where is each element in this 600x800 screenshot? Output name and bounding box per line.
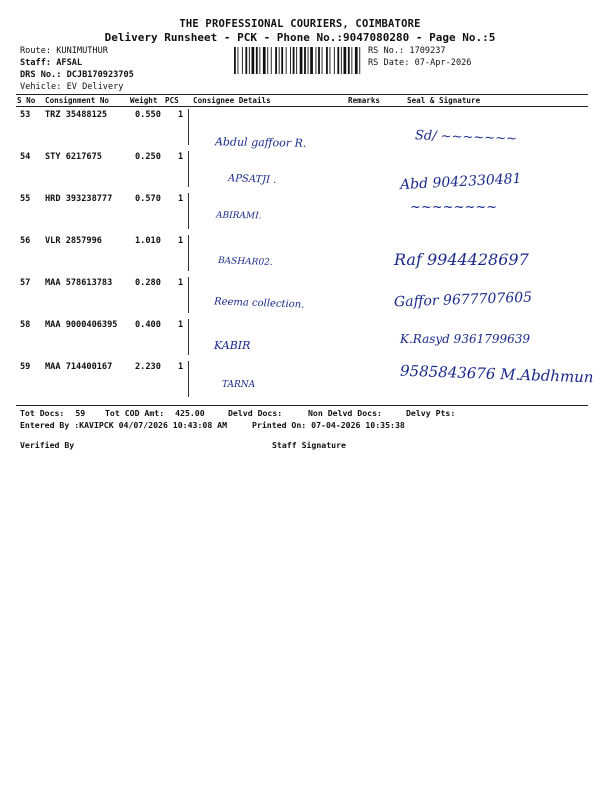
row-weight: 0.250 — [135, 152, 161, 162]
row-weight: 0.280 — [135, 278, 161, 288]
barcode-bar — [252, 47, 255, 74]
row-sno: 56 — [20, 236, 31, 246]
row-pcs: 1 — [178, 320, 184, 330]
barcode-bar — [290, 47, 291, 74]
barcode-bar — [359, 47, 360, 74]
barcode-bar — [304, 47, 306, 74]
row-pcs: 1 — [178, 278, 184, 288]
runsheet-subtitle: Delivery Runsheet - PCK - Phone No.:9047080280 - Page No.:5 — [104, 31, 496, 44]
header-rule-top — [16, 94, 588, 95]
row-separator — [188, 361, 189, 397]
drs-number: DRS No.: DCJB170923705 — [20, 70, 134, 80]
row-consignee-handwritten: Reema collection. — [213, 296, 305, 311]
tot-docs — [20, 408, 85, 418]
barcode-bar — [293, 47, 295, 74]
row-weight: 2.230 — [135, 362, 161, 372]
rs-date: RS Date: 07-Apr-2026 — [368, 58, 472, 68]
barcode-bar — [344, 47, 347, 74]
footer-rule — [16, 405, 588, 406]
barcode-bar — [348, 47, 350, 74]
row-weight: 0.570 — [135, 194, 161, 204]
row-separator — [188, 235, 189, 271]
barcode-bar — [326, 47, 328, 74]
col-remarks: Remarks — [348, 96, 381, 105]
barcode-bar — [259, 47, 260, 74]
barcode-bar — [242, 47, 243, 74]
barcode-bar — [310, 47, 313, 74]
col-weight: Weight — [130, 96, 158, 105]
header-rule-bottom — [16, 106, 588, 107]
delvy-pts: Delvy Pts: — [406, 408, 456, 418]
row-signature-handwritten: Gaffor 9677707605 — [393, 289, 533, 311]
row-signature-handwritten: ~~~~~~~~ — [410, 200, 498, 215]
verified-by: Verified By — [20, 440, 75, 450]
barcode-bar — [330, 47, 331, 74]
row-sno: 53 — [20, 110, 31, 120]
row-consignee-handwritten: BASHAR02. — [217, 256, 273, 268]
barcode-bar — [263, 47, 266, 74]
row-weight: 0.550 — [135, 110, 161, 120]
barcode-bar — [256, 47, 258, 74]
barcode-bar — [234, 47, 236, 74]
tot-cod-label: Tot COD Amt: — [105, 408, 165, 418]
non-delvd-docs: Non Delvd Docs: — [308, 408, 382, 418]
row-separator — [188, 193, 189, 229]
barcode-bar — [267, 47, 268, 74]
printed-on: Printed On: 07-04-2026 10:35:38 — [252, 420, 405, 430]
barcode-bar — [316, 47, 317, 74]
barcode-bar — [271, 47, 272, 74]
col-consignee: Consignee Details — [193, 96, 271, 105]
row-sno: 59 — [20, 362, 31, 372]
row-consignee-handwritten: Abdul gaffoor R. — [214, 135, 307, 150]
barcode-bar — [300, 47, 303, 74]
row-consignee-handwritten: ABIRAMI. — [215, 210, 262, 222]
route-label: Route: KUNIMUTHUR — [20, 46, 108, 56]
barcode-bar — [337, 47, 339, 74]
tot-docs-label: Tot Docs: — [20, 408, 65, 418]
row-signature-handwritten: Sd/ ~~~~~~~ — [414, 128, 518, 147]
tot-docs-value: 59 — [75, 408, 86, 418]
staff-label: Staff: AFSAL — [20, 58, 83, 68]
barcode-bar — [279, 47, 280, 74]
rs-number: RS No.: 1709237 — [368, 46, 446, 56]
row-consignee-handwritten: TARNA — [222, 380, 256, 390]
row-consignment-no: TRZ 35488125 — [45, 110, 108, 120]
row-consignee-handwritten: APSATJI . — [227, 173, 277, 186]
row-pcs: 1 — [178, 362, 184, 372]
delvd-docs: Delvd Docs: — [228, 408, 283, 418]
barcode-bar — [351, 47, 352, 74]
row-signature-handwritten: K.Rasyd 9361799639 — [400, 332, 531, 346]
barcode-bar — [281, 47, 283, 74]
row-pcs: 1 — [178, 110, 184, 120]
row-consignment-no: MAA 578613783 — [45, 278, 113, 288]
barcode-image — [234, 47, 362, 74]
col-consignment: Consignment No — [45, 96, 110, 105]
col-sno: S No — [17, 96, 36, 105]
row-signature-handwritten: 9585843676 M.Abdhmun — [399, 361, 594, 387]
row-pcs: 1 — [178, 152, 184, 162]
row-signature-handwritten: Raf 9944428697 — [394, 250, 529, 269]
staff-signature: Staff Signature — [272, 440, 346, 450]
col-seal-signature: Seal & Signature — [407, 96, 481, 105]
col-pcs: PCS — [165, 96, 179, 105]
row-pcs: 1 — [178, 194, 184, 204]
company-title: THE PROFESSIONAL COURIERS, COIMBATORE — [179, 18, 421, 30]
barcode-bar — [296, 47, 297, 74]
row-weight: 0.400 — [135, 320, 161, 330]
barcode-bar — [308, 47, 309, 74]
row-separator — [188, 319, 189, 355]
barcode-bar — [318, 47, 320, 74]
row-consignment-no: MAA 9000406395 — [45, 320, 118, 330]
row-sno: 58 — [20, 320, 31, 330]
row-separator — [188, 109, 189, 145]
barcode-bar — [355, 47, 358, 74]
barcode-bar — [275, 47, 277, 74]
row-signature-handwritten: Abd 9042330481 — [399, 170, 522, 194]
tot-cod — [105, 408, 205, 418]
row-consignment-no: HRD 393238777 — [45, 194, 113, 204]
row-sno: 57 — [20, 278, 31, 288]
row-separator — [188, 151, 189, 187]
row-consignment-no: STY 6217675 — [45, 152, 102, 162]
row-consignment-no: MAA 714400167 — [45, 362, 113, 372]
row-pcs: 1 — [178, 236, 184, 246]
tot-cod-value: 425.00 — [175, 408, 205, 418]
barcode-bar — [286, 47, 287, 74]
barcode-bar — [238, 47, 239, 74]
row-sno: 55 — [20, 194, 31, 204]
row-weight: 1.010 — [135, 236, 161, 246]
barcode-bar — [249, 47, 250, 74]
barcode-bar — [334, 47, 335, 74]
row-separator — [188, 277, 189, 313]
barcode-bar — [245, 47, 247, 74]
barcode-bar — [341, 47, 342, 74]
entered-by: Entered By :KAVIPCK 04/07/2026 10:43:08 AM — [20, 420, 228, 430]
barcode-bar — [322, 47, 323, 74]
row-consignee-handwritten: KABIR — [214, 339, 251, 352]
vehicle-label: Vehicle: EV Delivery — [20, 82, 124, 92]
row-consignment-no: VLR 2857996 — [45, 236, 102, 246]
row-sno: 54 — [20, 152, 31, 162]
